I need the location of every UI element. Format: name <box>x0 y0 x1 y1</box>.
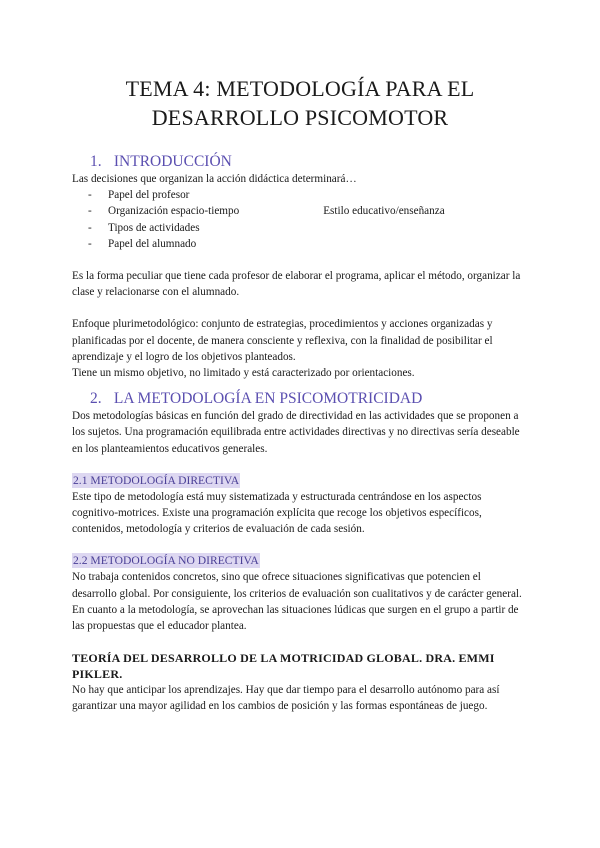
title-line-1: TEMA 4: METODOLOGÍA PARA EL <box>125 76 475 101</box>
section-1-paragraph-2: Enfoque plurimetodológico: conjunto de estrategias, procedimientos y acciones organizadas y planificadas por el docente, de manera consciente y reflexiva, con la finalidad de posibilitar el aprendizaje y el logro de los objetivos planteados. <box>72 318 493 363</box>
section-1-paragraph-3: Tiene un mismo objetivo, no limitado y está caracterizado por orientaciones. <box>72 367 415 380</box>
list-item-text: Papel del profesor <box>108 189 190 202</box>
document-title <box>72 0 528 132</box>
list-item-text: Organización espacio-tiempo <box>108 205 240 218</box>
subsection-2-2-paragraph: No trabaja contenidos concretos, sino que ofrece situaciones significativas que potencien el desarrollo global. Por consiguiente, los criterios de evaluación son cualitativos y de carácter general. En cuanto a la metodología, se aprovechan las situaciones lúdicas que surgen en el grupo a partir de las propuestas que el educador plantea. <box>72 571 522 633</box>
section-1-list <box>72 187 528 252</box>
section-2-title: LA METODOLOGÍA EN PSICOMOTRICIDAD <box>113 390 423 408</box>
list-item <box>72 203 528 219</box>
list-item <box>72 187 528 203</box>
subsection-2-2-heading: 2.2 METODOLOGÍA NO DIRECTIVA <box>73 554 259 568</box>
section-1-intro: Las decisiones que organizan la acción didáctica determinará… <box>72 173 357 185</box>
list-item-text: Papel del alumnado <box>108 237 197 250</box>
list-item <box>72 236 528 252</box>
pikler-heading: TEORÍA DEL DESARROLLO DE LA MOTRICIDAD GLOBAL. DRA. EMMI PIKLER. <box>72 651 495 682</box>
list-dash: - <box>88 205 92 218</box>
list-item-text: Tipos de actividades <box>108 221 200 234</box>
list-item <box>72 220 528 236</box>
list-item-extra: Estilo educativo/enseñanza <box>323 205 445 218</box>
section-1-paragraph-1: Es la forma peculiar que tiene cada profesor de elaborar el programa, aplicar el método, organizar la clase y relacionarse con el alumnado. <box>72 270 521 299</box>
section-2-heading <box>72 390 528 408</box>
section-2-number: 2. <box>90 390 102 408</box>
section-2-paragraph: Dos metodologías básicas en función del grado de directividad en las actividades que se proponen a los sujetos. Una programación equilibrada entre actividades directivas y no directivas sería deseable en los planteamientos educativos generales. <box>72 410 520 455</box>
section-1-number: 1. <box>90 153 102 170</box>
pikler-paragraph: No hay que anticipar los aprendizajes. Hay que dar tiempo para el desarrollo autónomo para así garantizar una mayor agilidad en los cambios de posición y las formas espontáneas de juego. <box>72 684 500 713</box>
subsection-2-1-heading: 2.1 METODOLOGÍA DIRECTIVA <box>73 473 240 487</box>
section-1-title: INTRODUCCIÓN <box>113 153 232 170</box>
subsection-2-1-paragraph: Este tipo de metodología está muy sistematizada y estructurada centrándose en los aspectos cognitivo-motrices. Existe una programación explícita que recoge los objetivos específicos, contenidos, metodología y criterios de evaluación de cada sesión. <box>72 490 482 536</box>
title-line-2: DESARROLLO PSICOMOTOR <box>151 105 449 130</box>
section-1-heading <box>72 153 528 171</box>
list-dash: - <box>88 237 92 250</box>
list-dash: - <box>88 189 92 202</box>
list-dash: - <box>88 221 92 234</box>
